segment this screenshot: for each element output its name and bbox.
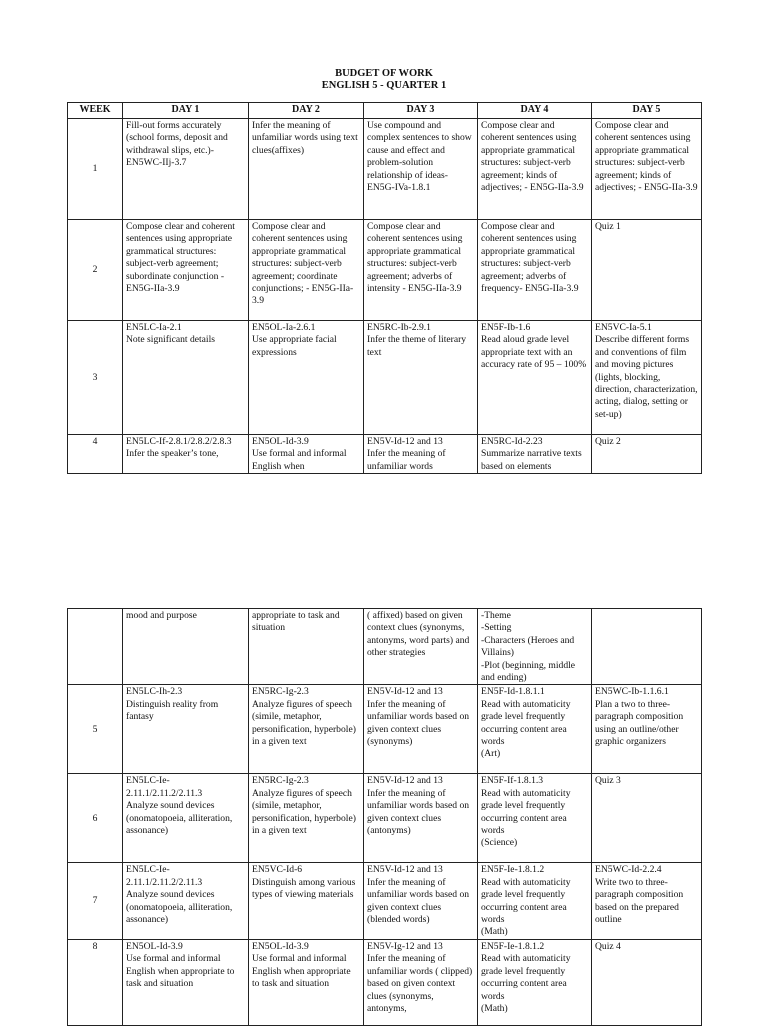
day-cell: EN5RC-Ib-2.9.1 Infer the theme of literary text [364, 321, 478, 435]
day-cell: -Theme -Setting -Characters (Heroes and Villains) -Plot (beginning, middle and ending) [478, 609, 592, 685]
header-day5: DAY 5 [592, 103, 702, 119]
table-row [68, 774, 702, 863]
day-cell: EN5OL-Id-3.9 Use formal and informal English when appropriate to task and situation [123, 939, 249, 1025]
table-row [68, 939, 702, 1025]
day-cell: EN5LC-Ih-2.3 Distinguish reality from fantasy [123, 685, 249, 774]
table-row [68, 321, 702, 435]
day-cell: Compose clear and coherent sentences using appropriate grammatical structures: subject-verb agreement; kinds of adjectives; - EN5G-IIa-3.9 [592, 119, 702, 220]
day-cell: EN5V-Id-12 and 13 Infer the meaning of unfamiliar words based on given context clues (blended words) [364, 863, 478, 939]
week-cell: 8 [68, 939, 123, 1025]
header-week: WEEK [68, 103, 123, 119]
day-cell: EN5V-Id-12 and 13 Infer the meaning of unfamiliar words based on given context clues (synonyms) [364, 685, 478, 774]
day-cell: Use compound and complex sentences to show cause and effect and problem-solution relationship of ideas- EN5G-IVa-1.8.1 [364, 119, 478, 220]
day-cell: EN5V-Id-12 and 13 Infer the meaning of unfamiliar words based on given context clues (antonyms) [364, 774, 478, 863]
day-cell: Fill-out forms accurately (school forms, deposit and withdrawal slips, etc.)- EN5WC-IIj-3.7 [123, 119, 249, 220]
day-cell: EN5WC-Ib-1.1.6.1 Plan a two to three-paragraph composition using an outline/other graphic organizers [592, 685, 702, 774]
week-cell: 6 [68, 774, 123, 863]
day-cell: EN5VC-Ia-5.1 Describe different forms and conventions of film and moving pictures (lights, blocking, direction, characterization, acting, dialog, setting or set-up) [592, 321, 702, 435]
header-day1: DAY 1 [123, 103, 249, 119]
week-cell [68, 609, 123, 685]
day-cell: Quiz 3 [592, 774, 702, 863]
day-cell: Compose clear and coherent sentences using appropriate grammatical structures: subject-verb agreement; subordinate conjunction - EN5G-IIa-3.9 [123, 220, 249, 321]
table-row [68, 435, 702, 474]
day-cell: EN5WC-Id-2.2.4 Write two to three-paragraph composition based on the prepared outline [592, 863, 702, 939]
day-cell: EN5RC-Ig-2.3 Analyze figures of speech (simile, metaphor, personification, hyperbole) in a given text [249, 774, 364, 863]
day-cell [592, 609, 702, 685]
week-cell: 5 [68, 685, 123, 774]
day-cell: Compose clear and coherent sentences using appropriate grammatical structures: subject-verb agreement; adverbs of intensity - EN5G-IIa-3.9 [364, 220, 478, 321]
day-cell: Quiz 2 [592, 435, 702, 474]
day-cell: EN5V-Id-12 and 13 Infer the meaning of unfamiliar words [364, 435, 478, 474]
budget-table-page2 [67, 608, 702, 1026]
day-cell: EN5RC-Ig-2.3 Analyze figures of speech (simile, metaphor, personification, hyperbole) in a given text [249, 685, 364, 774]
header-day3: DAY 3 [364, 103, 478, 119]
day-cell: EN5F-Ie-1.8.1.2 Read with automaticity grade level frequently occurring content area words (Math) [478, 939, 592, 1025]
day-cell: Compose clear and coherent sentences using appropriate grammatical structures: subject-verb agreement; adverbs of frequency- EN5G-IIa-3.9 [478, 220, 592, 321]
day-cell: EN5VC-Id-6 Distinguish among various types of viewing materials [249, 863, 364, 939]
week-cell: 4 [68, 435, 123, 474]
day-cell: Infer the meaning of unfamiliar words using text clues(affixes) [249, 119, 364, 220]
day-cell: ( affixed) based on given context clues (synonyms, antonyms, word parts) and other strategies [364, 609, 478, 685]
day-cell: Quiz 4 [592, 939, 702, 1025]
day-cell: EN5V-Ig-12 and 13 Infer the meaning of unfamiliar words ( clipped) based on given context clues (synonyms, antonyms, [364, 939, 478, 1025]
day-cell: EN5OL-Id-3.9 Use formal and informal English when appropriate to task and situation [249, 939, 364, 1025]
day-cell: EN5OL-Ia-2.6.1 Use appropriate facial expressions [249, 321, 364, 435]
day-cell: EN5F-Id-1.8.1.1 Read with automaticity grade level frequently occurring content area words (Art) [478, 685, 592, 774]
header-row [68, 103, 702, 119]
table-row [68, 220, 702, 321]
budget-table-page1 [67, 102, 702, 474]
week-cell: 7 [68, 863, 123, 939]
week-cell: 2 [68, 220, 123, 321]
day-cell: EN5LC-Ie-2.11.1/2.11.2/2.11.3 Analyze sound devices (onomatopoeia, alliteration, assonance) [123, 863, 249, 939]
header-day4: DAY 4 [478, 103, 592, 119]
table-row [68, 685, 702, 774]
day-cell: EN5F-Ie-1.8.1.2 Read with automaticity grade level frequently occurring content area words (Math) [478, 863, 592, 939]
day-cell: appropriate to task and situation [249, 609, 364, 685]
day-cell: EN5LC-Ia-2.1 Note significant details [123, 321, 249, 435]
document-title: BUDGET OF WORK [335, 68, 433, 79]
header-day2: DAY 2 [249, 103, 364, 119]
week-cell: 3 [68, 321, 123, 435]
week-cell: 1 [68, 119, 123, 220]
day-cell: mood and purpose [123, 609, 249, 685]
document-subtitle: ENGLISH 5 - QUARTER 1 [321, 80, 447, 91]
day-cell: Quiz 1 [592, 220, 702, 321]
day-cell: EN5RC-Id-2.23 Summarize narrative texts based on elements [478, 435, 592, 474]
table-row [68, 863, 702, 939]
day-cell: EN5LC-If-2.8.1/2.8.2/2.8.3 Infer the speaker’s tone, [123, 435, 249, 474]
table-row [68, 119, 702, 220]
day-cell: Compose clear and coherent sentences using appropriate grammatical structures: subject-verb agreement; coordinate conjunctions; - EN5G-IIa-3.9 [249, 220, 364, 321]
day-cell: EN5F-If-1.8.1.3 Read with automaticity grade level frequently occurring content area words (Science) [478, 774, 592, 863]
table-row [68, 609, 702, 685]
day-cell: EN5LC-Ie-2.11.1/2.11.2/2.11.3 Analyze sound devices (onomatopoeia, alliteration, assonance) [123, 774, 249, 863]
day-cell: EN5OL-Id-3.9 Use formal and informal English when [249, 435, 364, 474]
day-cell: EN5F-Ib-1.6 Read aloud grade level appropriate text with an accuracy rate of 95 – 100% [478, 321, 592, 435]
day-cell: Compose clear and coherent sentences using appropriate grammatical structures: subject-verb agreement; kinds of adjectives; - EN5G-IIa-3.9 [478, 119, 592, 220]
